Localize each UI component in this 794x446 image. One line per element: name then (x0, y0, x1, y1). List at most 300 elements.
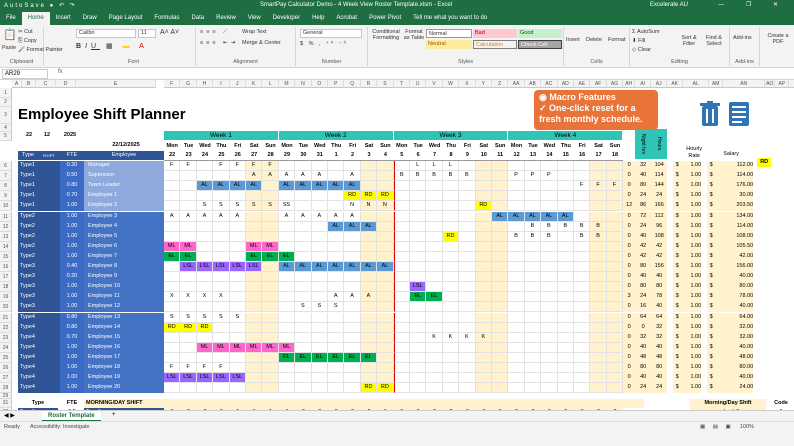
shift-cell[interactable] (377, 171, 393, 181)
shift-cell[interactable] (344, 272, 360, 282)
employee-name-cell[interactable]: Employee 19 (84, 373, 164, 383)
row-header[interactable]: 4 (0, 124, 12, 132)
shift-cell[interactable]: LSL (180, 262, 196, 272)
fte-cell[interactable]: 0.70 (60, 191, 84, 201)
row-header[interactable]: 24 (0, 343, 12, 353)
shift-cell[interactable] (180, 181, 196, 191)
column-header[interactable]: M (279, 80, 295, 88)
shift-cell[interactable]: EL (262, 252, 278, 262)
column-header[interactable]: O (312, 80, 328, 88)
shift-cell[interactable]: LSL (197, 262, 213, 272)
zoom-level[interactable]: 100% (740, 424, 755, 430)
shift-cell[interactable] (590, 363, 606, 373)
shift-cell[interactable] (574, 272, 590, 282)
shift-cell[interactable] (508, 272, 524, 282)
shift-cell[interactable]: B (574, 222, 590, 232)
grow-font-icon[interactable]: A˄ A˅ (160, 29, 180, 36)
shift-cell[interactable]: LSL (230, 373, 246, 383)
shift-cell[interactable]: A (246, 171, 262, 181)
shift-cell[interactable] (443, 323, 459, 333)
shift-cell[interactable] (312, 373, 328, 383)
shift-cell[interactable] (246, 212, 262, 222)
shift-cell[interactable] (246, 373, 262, 383)
shift-cell[interactable] (279, 323, 295, 333)
shift-cell[interactable]: B (459, 171, 475, 181)
shift-cell[interactable] (164, 191, 180, 201)
shift-cell[interactable] (377, 282, 393, 292)
shift-cell[interactable] (443, 343, 459, 353)
employee-name-cell[interactable]: Employee 15 (84, 333, 164, 343)
shift-cell[interactable] (180, 343, 196, 353)
style-neutral[interactable]: Neutral (426, 40, 472, 49)
shift-cell[interactable]: AL (213, 181, 229, 191)
shift-cell[interactable] (230, 302, 246, 312)
shift-cell[interactable]: ML (262, 242, 278, 252)
menu-item-data[interactable]: Data (191, 15, 205, 21)
shift-cell[interactable] (459, 272, 475, 282)
shift-cell[interactable]: AL (328, 181, 344, 191)
shift-cell[interactable] (295, 191, 311, 201)
shift-cell[interactable] (279, 333, 295, 343)
addins-button[interactable]: Add-ins (733, 35, 752, 41)
shift-cell[interactable] (279, 272, 295, 282)
shift-cell[interactable] (361, 363, 377, 373)
shift-cell[interactable] (394, 282, 410, 292)
shift-cell[interactable] (377, 272, 393, 282)
shift-cell[interactable]: A (344, 292, 360, 302)
shift-cell[interactable] (377, 373, 393, 383)
column-header[interactable]: AA (508, 80, 524, 88)
shift-cell[interactable] (426, 343, 442, 353)
column-header[interactable]: AI (635, 80, 651, 88)
fte-cell[interactable]: 1.00 (60, 363, 84, 373)
shift-cell[interactable] (410, 302, 426, 312)
shift-cell[interactable] (377, 302, 393, 312)
employee-name-cell[interactable]: Employee 13 (84, 313, 164, 323)
shift-cell[interactable] (312, 363, 328, 373)
shift-cell[interactable] (574, 161, 590, 171)
shift-cell[interactable] (180, 201, 196, 211)
shift-cell[interactable] (607, 323, 623, 333)
shift-cell[interactable]: AL (295, 262, 311, 272)
shift-cell[interactable]: B (525, 232, 541, 242)
shift-cell[interactable] (262, 323, 278, 333)
shift-cell[interactable] (410, 201, 426, 211)
shift-cell[interactable] (590, 201, 606, 211)
row-header[interactable]: 3 (0, 107, 12, 124)
shift-cell[interactable]: AL (230, 181, 246, 191)
merge-center-button[interactable]: Merge & Center (242, 40, 281, 46)
shift-cell[interactable] (574, 323, 590, 333)
shift-cell[interactable]: F (213, 161, 229, 171)
shift-cell[interactable] (394, 313, 410, 323)
shift-cell[interactable] (558, 333, 574, 343)
type-cell[interactable]: Type4 (18, 343, 38, 353)
paste-button[interactable]: Paste (2, 45, 17, 51)
shift-cell[interactable] (230, 232, 246, 242)
row-header[interactable]: 1 (0, 88, 12, 98)
shift-cell[interactable] (328, 252, 344, 262)
type-cell[interactable]: Type4 (18, 313, 38, 323)
column-header[interactable]: V (426, 80, 442, 88)
shift-cell[interactable] (328, 323, 344, 333)
shift-cell[interactable] (361, 272, 377, 282)
shift-cell[interactable] (558, 313, 574, 323)
shift-cell[interactable]: ML (262, 343, 278, 353)
type-cell[interactable]: Type2 (18, 212, 38, 222)
row-header[interactable]: 5 (0, 132, 12, 141)
menu-item-draw[interactable]: Draw (82, 15, 97, 21)
shift-cell[interactable]: RD (361, 383, 377, 393)
shift-cell[interactable] (279, 242, 295, 252)
row-header[interactable]: 29 (0, 393, 12, 399)
shift-cell[interactable] (492, 383, 508, 393)
shift-cell[interactable] (394, 383, 410, 393)
shift-cell[interactable] (541, 323, 557, 333)
shift-cell[interactable] (558, 191, 574, 201)
shift-cell[interactable] (492, 323, 508, 333)
menu-item-power-pivot[interactable]: Power Pivot (369, 15, 402, 21)
shift-cell[interactable] (197, 272, 213, 282)
shift-cell[interactable] (492, 262, 508, 272)
shift-cell[interactable] (295, 232, 311, 242)
align-left-icons[interactable]: ≡≡≡ ⇤⇥ (200, 40, 239, 46)
shift-cell[interactable] (590, 353, 606, 363)
column-header[interactable]: R (361, 80, 377, 88)
shift-cell[interactable] (213, 333, 229, 343)
shift-cell[interactable] (607, 333, 623, 343)
ry-cell[interactable] (38, 343, 60, 353)
shift-cell[interactable] (279, 161, 295, 171)
shift-cell[interactable] (344, 363, 360, 373)
shift-cell[interactable] (328, 242, 344, 252)
column-header[interactable]: F (164, 80, 180, 88)
shift-cell[interactable]: L (443, 161, 459, 171)
shift-cell[interactable] (558, 201, 574, 211)
shift-cell[interactable] (361, 171, 377, 181)
shift-cell[interactable] (213, 252, 229, 262)
shift-cell[interactable] (476, 383, 492, 393)
shift-cell[interactable] (295, 201, 311, 211)
shift-cell[interactable] (492, 171, 508, 181)
shift-cell[interactable] (394, 373, 410, 383)
shift-cell[interactable] (607, 272, 623, 282)
shift-cell[interactable] (394, 201, 410, 211)
row-header[interactable]: 7 (0, 171, 12, 181)
shift-cell[interactable] (476, 272, 492, 282)
column-header[interactable]: H (197, 80, 213, 88)
shift-cell[interactable] (295, 333, 311, 343)
shift-cell[interactable] (197, 232, 213, 242)
shift-cell[interactable] (508, 201, 524, 211)
shift-cell[interactable] (328, 363, 344, 373)
shift-cell[interactable] (558, 242, 574, 252)
shift-cell[interactable] (197, 222, 213, 232)
shift-cell[interactable] (410, 383, 426, 393)
shift-cell[interactable]: B (541, 232, 557, 242)
shift-cell[interactable] (279, 302, 295, 312)
shift-cell[interactable] (262, 333, 278, 343)
shift-cell[interactable] (459, 313, 475, 323)
shift-cell[interactable] (492, 292, 508, 302)
shift-cell[interactable] (476, 161, 492, 171)
shift-cell[interactable] (443, 292, 459, 302)
shift-cell[interactable]: B (443, 171, 459, 181)
shift-cell[interactable] (164, 302, 180, 312)
shift-cell[interactable] (230, 171, 246, 181)
shift-cell[interactable] (508, 191, 524, 201)
shift-cell[interactable] (476, 302, 492, 312)
column-header[interactable]: I (213, 80, 229, 88)
shift-cell[interactable] (574, 302, 590, 312)
shift-cell[interactable] (377, 292, 393, 302)
shift-cell[interactable] (295, 343, 311, 353)
shift-cell[interactable]: P (525, 171, 541, 181)
column-header[interactable]: P (328, 80, 344, 88)
shift-cell[interactable] (459, 383, 475, 393)
shift-cell[interactable] (525, 373, 541, 383)
shift-cell[interactable] (492, 343, 508, 353)
shift-cell[interactable] (328, 272, 344, 282)
row-header[interactable]: 15 (0, 252, 12, 262)
type-cell[interactable]: Type4 (18, 353, 38, 363)
shift-cell[interactable] (492, 272, 508, 282)
shift-cell[interactable]: AL (279, 181, 295, 191)
font-style-buttons[interactable]: BIU ▦ ▬ A (76, 43, 148, 50)
shift-cell[interactable]: F (607, 181, 623, 191)
shift-cell[interactable]: LSL (410, 282, 426, 292)
accessibility-status[interactable]: Accessibility: Investigate (30, 424, 90, 430)
shift-cell[interactable] (558, 343, 574, 353)
shift-cell[interactable] (426, 363, 442, 373)
ry-cell[interactable] (38, 201, 60, 211)
shift-cell[interactable] (344, 313, 360, 323)
column-header[interactable]: Z (492, 80, 508, 88)
shift-cell[interactable] (590, 272, 606, 282)
shift-cell[interactable] (459, 373, 475, 383)
shift-cell[interactable] (443, 282, 459, 292)
shift-cell[interactable] (508, 343, 524, 353)
fte-cell[interactable]: 1.00 (60, 201, 84, 211)
shift-cell[interactable] (246, 323, 262, 333)
shift-cell[interactable] (312, 313, 328, 323)
shift-cell[interactable] (459, 252, 475, 262)
shift-cell[interactable] (574, 333, 590, 343)
row-header[interactable]: 31 (0, 399, 12, 408)
row-header[interactable]: 22 (0, 323, 12, 333)
worksheet-grid[interactable] (0, 80, 794, 410)
shift-cell[interactable] (213, 282, 229, 292)
shift-cell[interactable]: AL (312, 181, 328, 191)
shift-cell[interactable]: AL (541, 212, 557, 222)
shift-cell[interactable] (279, 373, 295, 383)
shift-cell[interactable] (230, 252, 246, 262)
shift-cell[interactable] (361, 343, 377, 353)
shift-cell[interactable] (590, 292, 606, 302)
shift-cell[interactable] (459, 161, 475, 171)
shift-cell[interactable] (590, 383, 606, 393)
shift-cell[interactable] (312, 201, 328, 211)
shift-cell[interactable] (361, 232, 377, 242)
shift-cell[interactable] (246, 222, 262, 232)
column-header[interactable]: AE (574, 80, 590, 88)
shift-cell[interactable] (394, 343, 410, 353)
shift-cell[interactable] (426, 252, 442, 262)
shift-cell[interactable] (295, 313, 311, 323)
employee-name-cell[interactable]: Employee 4 (84, 222, 164, 232)
cut-button[interactable]: ✂ Cut (18, 29, 33, 35)
shift-cell[interactable]: AL (295, 181, 311, 191)
shift-cell[interactable] (590, 252, 606, 262)
ry-cell[interactable] (38, 363, 60, 373)
row-header[interactable]: 8 (0, 181, 12, 191)
shift-cell[interactable]: AL (344, 262, 360, 272)
shift-cell[interactable] (262, 212, 278, 222)
shift-cell[interactable] (508, 373, 524, 383)
shift-cell[interactable] (180, 282, 196, 292)
shift-cell[interactable] (377, 232, 393, 242)
shift-cell[interactable] (443, 302, 459, 312)
ry-cell[interactable] (38, 353, 60, 363)
shift-cell[interactable] (213, 232, 229, 242)
shift-cell[interactable] (394, 252, 410, 262)
shift-cell[interactable] (377, 252, 393, 262)
shift-cell[interactable]: S (246, 201, 262, 211)
fte-cell[interactable]: 0.80 (60, 181, 84, 191)
fte-cell[interactable]: 0.20 (60, 161, 84, 171)
shift-cell[interactable] (574, 373, 590, 383)
shift-cell[interactable] (262, 383, 278, 393)
shift-cell[interactable] (377, 323, 393, 333)
shift-cell[interactable] (525, 242, 541, 252)
shift-cell[interactable] (558, 272, 574, 282)
shift-cell[interactable] (426, 282, 442, 292)
shift-cell[interactable]: AL (344, 222, 360, 232)
shift-cell[interactable] (558, 353, 574, 363)
shift-cell[interactable] (164, 232, 180, 242)
shift-cell[interactable] (230, 333, 246, 343)
shift-cell[interactable] (443, 262, 459, 272)
shift-cell[interactable] (426, 272, 442, 282)
shift-cell[interactable] (607, 232, 623, 242)
ry-cell[interactable] (38, 212, 60, 222)
type-cell[interactable]: Type2 (18, 232, 38, 242)
shift-cell[interactable] (607, 252, 623, 262)
shift-cell[interactable] (295, 272, 311, 282)
shift-cell[interactable] (377, 363, 393, 373)
shift-cell[interactable] (459, 191, 475, 201)
menu-item-file[interactable]: File (6, 15, 16, 21)
shift-cell[interactable] (525, 181, 541, 191)
employee-name-cell[interactable]: Manager (84, 161, 164, 171)
shift-cell[interactable] (541, 272, 557, 282)
shift-cell[interactable] (262, 222, 278, 232)
shift-cell[interactable] (312, 242, 328, 252)
shift-cell[interactable] (590, 262, 606, 272)
shift-cell[interactable] (459, 242, 475, 252)
shift-cell[interactable] (492, 191, 508, 201)
shift-cell[interactable]: A (262, 171, 278, 181)
shift-cell[interactable] (443, 252, 459, 262)
shift-cell[interactable] (590, 161, 606, 171)
shift-cell[interactable] (508, 282, 524, 292)
shift-cell[interactable]: F (590, 181, 606, 191)
shift-cell[interactable] (476, 262, 492, 272)
type-cell[interactable]: Type3 (18, 282, 38, 292)
shift-cell[interactable] (508, 333, 524, 343)
fx-icon[interactable]: fx (58, 69, 63, 75)
shift-cell[interactable] (279, 222, 295, 232)
shift-cell[interactable] (574, 171, 590, 181)
shift-cell[interactable] (262, 262, 278, 272)
shift-cell[interactable]: L (426, 161, 442, 171)
shift-cell[interactable] (541, 343, 557, 353)
copy-button[interactable]: ⎘ Copy (18, 38, 37, 44)
shift-cell[interactable]: AL (525, 212, 541, 222)
fte-cell[interactable]: 1.00 (60, 292, 84, 302)
shift-cell[interactable] (443, 191, 459, 201)
fte-cell[interactable]: 0.70 (60, 333, 84, 343)
shift-cell[interactable]: A (213, 212, 229, 222)
row-header[interactable]: 27 (0, 373, 12, 383)
shift-cell[interactable] (394, 212, 410, 222)
shift-cell[interactable] (459, 222, 475, 232)
shift-cell[interactable] (328, 191, 344, 201)
ry-cell[interactable] (38, 262, 60, 272)
shift-cell[interactable] (394, 323, 410, 333)
shift-cell[interactable]: S (197, 201, 213, 211)
ry-cell[interactable] (38, 171, 60, 181)
shift-cell[interactable] (180, 302, 196, 312)
shift-cell[interactable] (164, 262, 180, 272)
type-cell[interactable]: Type2 (18, 252, 38, 262)
shift-cell[interactable] (492, 363, 508, 373)
shift-cell[interactable] (443, 212, 459, 222)
shift-cell[interactable] (410, 363, 426, 373)
shift-cell[interactable] (574, 353, 590, 363)
employee-name-cell[interactable]: Employee 7 (84, 252, 164, 262)
shift-cell[interactable] (344, 373, 360, 383)
shift-cell[interactable] (246, 272, 262, 282)
shift-cell[interactable]: A (295, 171, 311, 181)
shift-cell[interactable] (590, 373, 606, 383)
shift-cell[interactable] (410, 262, 426, 272)
shift-cell[interactable]: AL (508, 212, 524, 222)
shift-cell[interactable] (197, 161, 213, 171)
shift-cell[interactable] (558, 262, 574, 272)
shift-cell[interactable] (180, 353, 196, 363)
ry-cell[interactable] (38, 252, 60, 262)
type-cell[interactable]: Type2 (18, 222, 38, 232)
shift-cell[interactable] (590, 323, 606, 333)
user-name[interactable]: Excelerate AU (650, 2, 689, 8)
shift-cell[interactable]: EL (344, 353, 360, 363)
column-header[interactable]: AM (709, 80, 723, 88)
employee-name-cell[interactable]: Employee 14 (84, 323, 164, 333)
shift-cell[interactable] (508, 363, 524, 373)
shift-cell[interactable] (607, 313, 623, 323)
shift-cell[interactable] (459, 302, 475, 312)
shift-cell[interactable]: L (410, 161, 426, 171)
fte-cell[interactable]: 1.00 (60, 282, 84, 292)
tab-roster-template[interactable]: Roster Template (42, 411, 101, 422)
shift-cell[interactable] (312, 343, 328, 353)
shift-cell[interactable] (476, 181, 492, 191)
shift-cell[interactable] (443, 181, 459, 191)
shift-cell[interactable]: F (230, 161, 246, 171)
shift-cell[interactable] (492, 373, 508, 383)
column-header[interactable]: B (22, 80, 36, 88)
